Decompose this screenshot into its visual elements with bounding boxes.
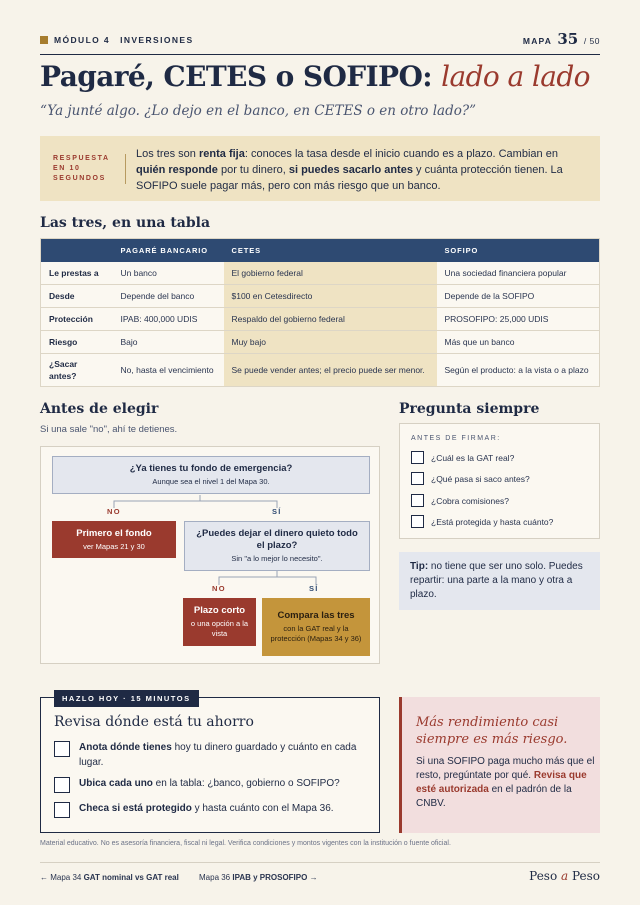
outcome-compare-three: Compara las tres con la GAT real y la protección (Mapas 34 y 36) xyxy=(262,598,370,656)
checklist-item[interactable]: ¿Cobra comisiones? xyxy=(411,494,596,508)
outcome-fund-first: Primero el fondo ver Mapas 21 y 30 xyxy=(52,521,176,558)
table-header-cell xyxy=(41,239,113,262)
summary-text: Los tres son renta fija: conoces la tasa desde el inicio cuando es a plazo. Cambian en quién responde por tu dinero, si puedes sacarlo antes y cuánta protección tienen. La SOFIPO suele pagar más, pero con más riesgo que un banco. xyxy=(136,148,563,192)
row-header: Riesgo xyxy=(41,331,113,354)
checkbox[interactable] xyxy=(411,494,424,507)
table-cell: PROSOFIPO: 25,000 UDIS xyxy=(437,308,600,331)
table-row xyxy=(41,354,600,387)
table-row xyxy=(41,262,600,285)
row-header: Desde xyxy=(41,285,113,308)
table-cell: Una sociedad financiera popular xyxy=(437,262,600,285)
action-badge: HAZLO HOY · 15 MINUTOS xyxy=(54,690,199,707)
next-map-link[interactable]: Mapa 36 IPAB y PROSOFIPO → xyxy=(199,873,318,882)
page-title: Pagaré, CETES o SOFIPO: lado a lado xyxy=(40,60,590,93)
table-heading: Las tres, en una tabla xyxy=(40,215,211,231)
checklist-box xyxy=(399,423,600,539)
checkbox[interactable] xyxy=(54,777,70,793)
brand-logo: Peso a Peso xyxy=(529,869,600,883)
table-header-cell: PAGARÉ BANCARIO xyxy=(113,239,224,262)
table-row xyxy=(41,331,600,354)
table-cell: Respaldo del gobierno federal xyxy=(224,308,437,331)
row-header: ¿Sacar antes? xyxy=(41,354,113,387)
checkbox[interactable] xyxy=(54,802,70,818)
disclaimer: Material educativo. No es asesoría financiera, fiscal ni legal. Verifica condiciones y montos vigentes con la institución o fuente oficial. xyxy=(40,840,451,847)
table-cell: No, hasta el vencimiento xyxy=(113,354,224,387)
checklist-item[interactable]: ¿Está protegida y hasta cuánto? xyxy=(411,515,596,529)
summary-label: RESPUESTA EN 10 SEGUNDOS xyxy=(53,155,110,182)
checklist-caption: ANTES DE FIRMAR: xyxy=(411,435,501,442)
table-cell: $100 en Cetesdirecto xyxy=(224,285,437,308)
table-cell: Depende del banco xyxy=(113,285,224,308)
outcome-short-term: Plazo corto o una opción a la vista xyxy=(183,598,256,646)
table-header-row xyxy=(41,239,600,262)
table-cell: Bajo xyxy=(113,331,224,354)
table-cell: IPAB: 400,000 UDIS xyxy=(113,308,224,331)
map-counter: MAPA 35 / 50 xyxy=(522,30,600,48)
checklist-item[interactable]: ¿Cuál es la GAT real? xyxy=(411,451,596,465)
row-header: Protección xyxy=(41,308,113,331)
branch-no-label: NO xyxy=(212,584,226,593)
action-title: Revisa dónde está tu ahorro xyxy=(54,714,254,730)
checkbox[interactable] xyxy=(411,451,424,464)
action-item[interactable]: Anota dónde tienes hoy tu dinero guardado y cuánto en cada lugar. xyxy=(54,740,374,770)
table-row xyxy=(41,308,600,331)
table-cell: Según el producto: a la vista o a plazo xyxy=(437,354,600,387)
risk-note-text: Si una SOFIPO paga mucho más que el resto, pregúntate por qué. Revisa que esté autorizada en el padrón de la CNBV. xyxy=(416,756,595,809)
risk-note-title: Más rendimiento casi siempre es más riesgo. xyxy=(416,715,568,747)
footer-divider xyxy=(40,862,600,863)
branch-yes-label: SÍ xyxy=(272,507,282,516)
summary-box xyxy=(40,136,600,201)
flow-subheading: Si una sale "no", ahí te detienes. xyxy=(40,424,178,435)
summary-divider xyxy=(125,154,126,184)
prev-map-link[interactable]: ← Mapa 34 GAT nominal vs GAT real xyxy=(40,873,179,882)
question-keep-money: ¿Puedes dejar el dinero quieto todo el plazo? Sin "a lo mejor lo necesito". xyxy=(184,521,370,571)
table-cell: Se puede vender antes; el precio puede ser menor. xyxy=(224,354,437,387)
intro-quote: “Ya junté algo. ¿Lo dejo en el banco, en CETES o en otro lado?” xyxy=(40,103,476,119)
header-divider xyxy=(40,54,600,55)
row-header: Le prestas a xyxy=(41,262,113,285)
module-square-icon xyxy=(40,36,48,44)
tip-box xyxy=(399,552,600,610)
comparison-table xyxy=(40,238,600,387)
flow-heading: Antes de elegir xyxy=(40,401,159,417)
checkbox[interactable] xyxy=(411,472,424,485)
checkbox[interactable] xyxy=(54,741,70,757)
table-header-cell: SOFIPO xyxy=(437,239,600,262)
action-item[interactable]: Checa si está protegido y hasta cuánto con el Mapa 36. xyxy=(54,801,374,819)
branch-yes-label: SÍ xyxy=(309,584,319,593)
branch-no-label: NO xyxy=(107,507,121,516)
tip-text: Tip: no tiene que ser uno solo. Puedes repartir: una parte a la mano y otra a plazo. xyxy=(410,561,583,600)
question-emergency-fund: ¿Ya tienes tu fondo de emergencia? Aunque sea el nivel 1 del Mapa 30. xyxy=(52,456,370,494)
action-box xyxy=(40,694,380,833)
risk-note xyxy=(399,697,600,833)
table-cell: Un banco xyxy=(113,262,224,285)
decision-flowchart xyxy=(40,446,380,664)
table-cell: El gobierno federal xyxy=(224,262,437,285)
module-label: MÓDULO 4 INVERSIONES xyxy=(54,35,194,45)
table-header-cell: CETES xyxy=(224,239,437,262)
checkbox[interactable] xyxy=(411,515,424,528)
checklist-item[interactable]: ¿Qué pasa si saco antes? xyxy=(411,472,596,486)
table-cell: Depende de la SOFIPO xyxy=(437,285,600,308)
checklist-heading: Pregunta siempre xyxy=(399,401,540,417)
table-cell: Muy bajo xyxy=(224,331,437,354)
action-item[interactable]: Ubica cada uno en la tabla: ¿banco, gobierno o SOFIPO? xyxy=(54,776,374,794)
table-cell: Más que un banco xyxy=(437,331,600,354)
table-row xyxy=(41,285,600,308)
page-header xyxy=(40,30,600,48)
